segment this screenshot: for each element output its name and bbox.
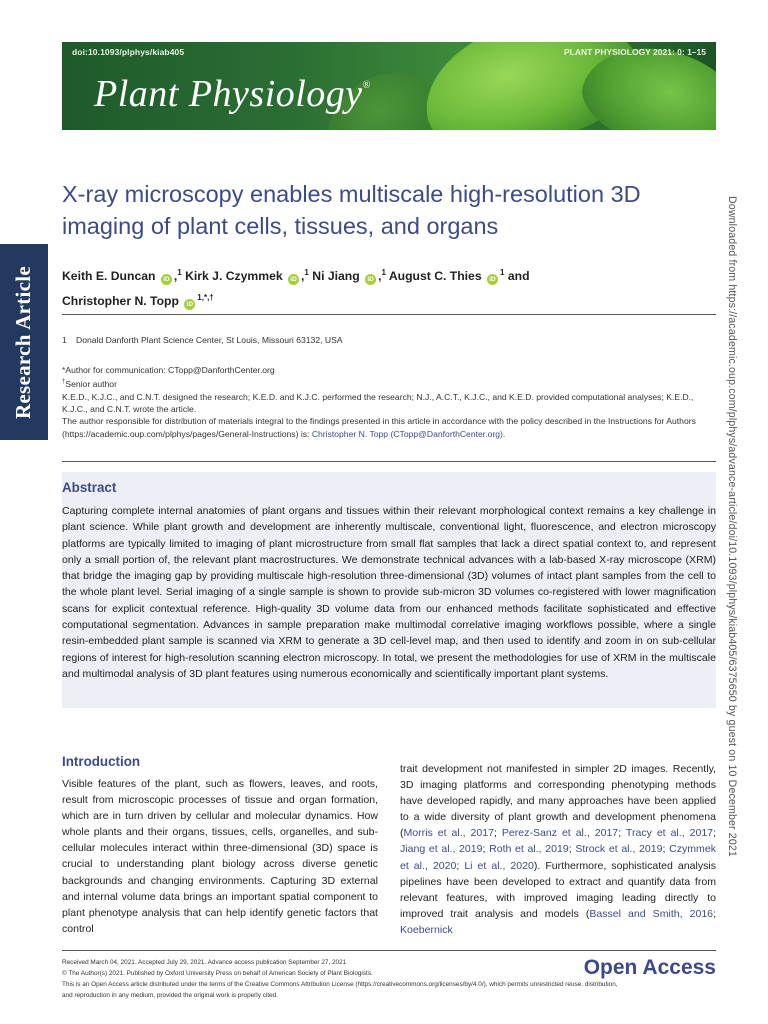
article-type-tab <box>0 244 48 440</box>
license-line: and reproduction in any medium, provided the original work is properly cited. <box>62 992 278 999</box>
citation-link[interactable]: Roth et al., 2019 <box>489 843 569 856</box>
contributions-note: K.E.D., K.J.C., and C.N.T. designed the research; K.E.D. and K.J.C. performed the research; N.J., A.C.T., K.J.C., and K.E.D. provided computational analyses; K.E.D., K.J.C., and C.N.T. wrote the article. <box>62 391 694 415</box>
journal-name: Plant Physiology <box>94 73 363 115</box>
author-separator: , <box>173 269 178 284</box>
author-affiliation-mark: 1 <box>500 268 505 277</box>
orcid-icon[interactable]: iD <box>365 274 376 285</box>
affiliation-number: 1 <box>62 335 67 345</box>
author-name[interactable]: August C. Thies <box>388 269 482 284</box>
citation-link[interactable]: Morris et al., 2017 <box>403 827 494 840</box>
journal-logo <box>94 72 371 116</box>
citation-link[interactable]: Perez-Sanz et al., 2017 <box>501 827 619 840</box>
journal-banner <box>62 42 716 130</box>
body-text: ; <box>568 843 576 856</box>
body-text: ; <box>482 843 490 856</box>
received-dates: Received March 04, 2021. Accepted July 29, 2021. Advance access publication September 27, 2021 <box>62 959 347 966</box>
journal-reference: PLANT PHYSIOLOGY 2021: 0: 1–15 <box>563 47 706 57</box>
author-list <box>62 262 702 312</box>
download-watermark-text: Downloaded from https://academic.oup.com/plphys/advance-article/doi/10.1093/plphys/kiab405/6375650 by guest on 10 December 2021 <box>726 196 738 857</box>
doi-link[interactable]: doi:10.1093/plphys/kiab405 <box>72 47 185 57</box>
license-line: This is an Open Access article distributed under the terms of the Creative Commons Attribution License (https://creativecommons.org/licenses/by/4.0/), which permits unrestricted reuse, distribution, <box>62 981 618 988</box>
introduction-column-left: Visible features of the plant, such as flowers, leaves, and roots, result from microscopic processes of tissue and organ formation, which are in turn driven by cellular and molecular dynamics. How whole plants and their organs, tissues, cells, organelles, and sub-cellular molecules interact within three-dimensional (3D) space is crucial to understanding plant biology across diverse genetic backgrounds and changing environments. Capturing 3D external and internal volume data brings an important spatial component to plant phenotype analysis that can help identify genetic factors that control <box>62 778 378 935</box>
divider <box>62 461 716 462</box>
senior-author-note <box>62 376 716 390</box>
senior-author-mark: † <box>62 379 66 386</box>
abstract-text: Capturing complete internal anatomies of plant organs and tissues within their relevant morphological context remains a key challenge in plant science. While plant growth and development are inherently multiscale, conventional light, fluorescence, and electron microscopy platforms are typically limited to imaging of plant microstructure from small flat samples that lack a direct spatial context to, and represent only a small portion of, the relevant plant macrostructures. We demonstrate technical advances with a lab-based X-ray microscope (XRM) that bridge the imaging gap by providing multiscale high-resolution three-dimensional (3D) volumes of intact plant samples from the cell to the whole plant level. Serial imaging of a single sample is shown to provide sub-micron 3D volumes co-registered with lower magnification scans for explicit contextual reference. High-quality 3D volume data from our enhanced methods facilitate sophisticated and effective computational segmentation. Advances in sample preparation make multimodal correlative imaging workflows possible, where a single resin-embedded plant sample is scanned via XRM to generate a 3D cell-level map, and then used to identify and zoom in on sub-cellular regions of interest for high-resolution scanning electron microscopy. In total, we present the methodologies for use of XRM in the multiscale and multimodal analysis of 3D plant features using numerous economically and scientifically important plant systems. <box>62 505 716 680</box>
responsible-author-link[interactable]: Christopher N. Topp (CTopp@DanforthCenter.org) <box>311 428 503 439</box>
body-text: ; <box>713 907 716 920</box>
download-watermark <box>722 196 742 857</box>
body-text: ; <box>494 827 502 840</box>
policy-text: The author responsible for distribution of materials integral to the findings presented in this article in accordance with the policy described in the Instructions for Authors (https://academic.oup.com/plphys/pages/General-Instructions) is: <box>62 416 696 439</box>
author-affiliation-mark: 1 <box>304 268 309 277</box>
citation-link[interactable]: Jiang et al., 2019 <box>400 843 483 856</box>
body-text: trait development not manifested in simpler 2D images. Recently, 3D imaging platforms and corresponding phenotyping methods have developed rapidly, and many approaches have been applied to a wide diversity of plant growth and development phenomena ( <box>400 763 716 840</box>
citation-link[interactable]: Czymmek et al., 2020 <box>400 843 716 872</box>
registered-mark: ® <box>362 80 371 91</box>
orcid-icon[interactable]: iD <box>487 274 498 285</box>
author-affiliation-mark: 1,*,† <box>197 293 214 303</box>
citation-link[interactable]: Tracy et al., 2017 <box>625 827 714 840</box>
policy-note <box>62 415 716 440</box>
author-notes <box>62 364 716 440</box>
author-affiliation-mark: 1 <box>177 268 182 277</box>
introduction-column-right <box>400 761 716 938</box>
author-separator: and <box>507 269 530 284</box>
author-separator: , <box>301 269 305 284</box>
affiliation <box>62 335 343 345</box>
senior-author-label: Senior author <box>65 379 117 390</box>
affiliation-text: Donald Danforth Plant Science Center, St Louis, Missouri 63132, USA <box>76 335 343 345</box>
orcid-icon[interactable]: iD <box>288 274 299 285</box>
citation-link[interactable]: Strock et al., 2019 <box>575 843 663 856</box>
divider <box>62 950 716 951</box>
footer <box>62 957 618 1001</box>
introduction-heading: Introduction <box>62 754 141 769</box>
body-text: ). Furthermore, sophisticated analysis pipelines have been developed to extract and quantify data from relevant features, with improved imaging leading directly to improved trait analysis and models ( <box>400 859 716 920</box>
copyright-line: © The Author(s) 2021. Published by Oxford University Press on behalf of American Society of Plant Biologists. <box>62 970 373 977</box>
abstract-heading: Abstract <box>62 480 117 495</box>
body-text: ; <box>662 843 670 856</box>
author-affiliation-mark: 1 <box>381 268 386 277</box>
citation-link[interactable]: Bassel and Smith, 2016 <box>589 907 714 920</box>
article-type-label: Research Article <box>11 265 36 419</box>
author-separator: , <box>378 269 382 284</box>
author-name[interactable]: Kirk J. Czymmek <box>185 269 283 284</box>
author-name[interactable]: Christopher N. Topp <box>62 294 179 309</box>
author-name[interactable]: Ni Jiang <box>312 269 360 284</box>
divider <box>62 314 716 315</box>
author-name[interactable]: Keith E. Duncan <box>62 269 156 284</box>
body-text: ; <box>713 827 716 840</box>
correspondence-note: *Author for communication: CTopp@DanforthCenter.org <box>62 365 275 375</box>
open-access-badge[interactable]: Open Access <box>583 956 716 979</box>
article-title: X-ray microscopy enables multiscale high-resolution 3D imaging of plant cells, tissues, and organs <box>62 181 641 239</box>
citation-link[interactable]: Li et al., 2020 <box>464 859 534 872</box>
orcid-icon[interactable]: iD <box>184 299 195 310</box>
body-text: ; <box>456 859 465 872</box>
body-text: ; <box>618 827 626 840</box>
policy-end: . <box>502 428 506 439</box>
orcid-icon[interactable]: iD <box>161 274 172 285</box>
citation-link[interactable]: Koebernick <box>400 923 453 936</box>
